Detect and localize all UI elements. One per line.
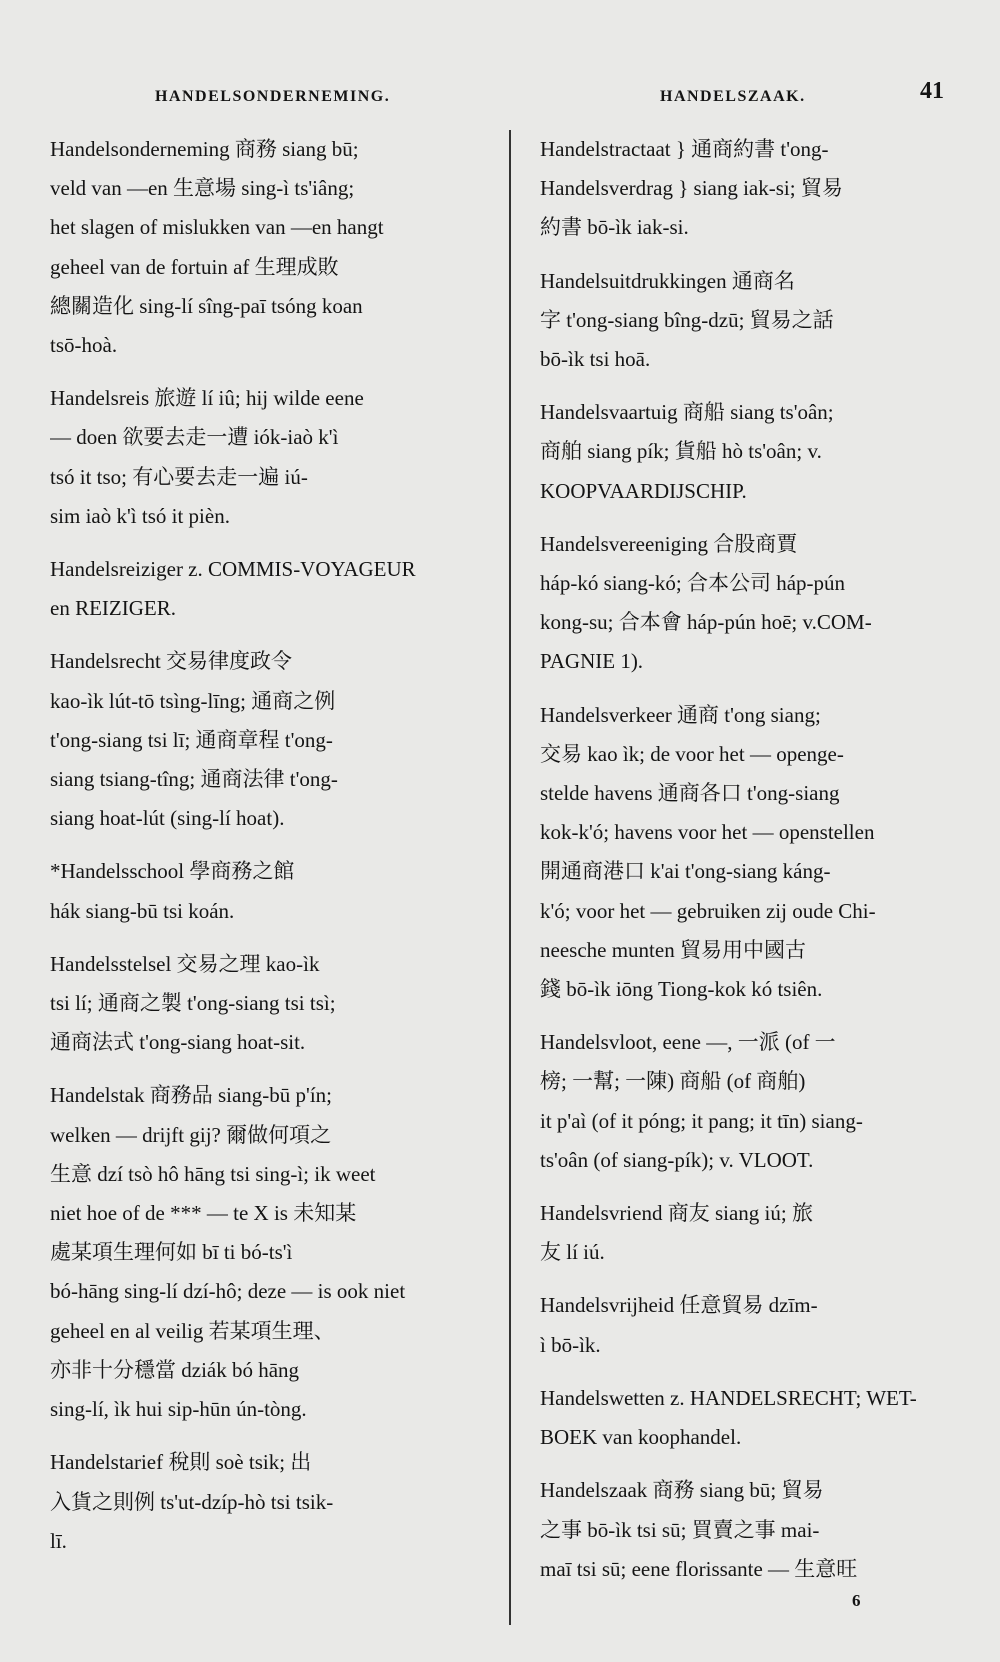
entry-line: Handelszaak 商務 siang bū; 貿易 bbox=[540, 1478, 824, 1503]
entry-line: 生意 dzí tsò hô hāng tsi sing-ì; ik weet bbox=[50, 1161, 376, 1186]
entry-line: welken — drijft gij? 爾做何項之 bbox=[50, 1122, 332, 1147]
entry-line: 之事 bō-ìk tsi sū; 買賣之事 mai- bbox=[540, 1517, 820, 1542]
entry-line: Handelstak 商務品 siang-bū p'ín; bbox=[50, 1083, 332, 1108]
entry-line: 友 lí iú. bbox=[540, 1240, 605, 1265]
entry-line: geheel en al veilig 若某項生理、 bbox=[50, 1318, 335, 1343]
entry-line: Handelsuitdrukkingen 通商名 bbox=[540, 268, 795, 293]
entry-line: háp-kó siang-kó; 合本公司 háp-pún bbox=[540, 571, 846, 596]
entry-line: k'ó; voor het — gebruiken zij oude Chi- bbox=[540, 898, 876, 923]
dictionary-entry bbox=[540, 1194, 950, 1272]
dictionary-entry bbox=[50, 1076, 490, 1429]
dictionary-entry bbox=[540, 1023, 950, 1180]
running-head-right: HANDELSZAAK. bbox=[660, 88, 806, 105]
dictionary-entry bbox=[540, 393, 950, 511]
entry-line: Handelsvriend 商友 siang iú; 旅 bbox=[540, 1201, 813, 1226]
dictionary-entry bbox=[50, 642, 490, 838]
left-column bbox=[50, 130, 490, 1575]
dictionary-entry bbox=[540, 130, 950, 248]
entry-line: it p'aì (of it póng; it pang; it tīn) siang- bbox=[540, 1108, 863, 1133]
entry-line: het slagen of mislukken van —en hangt bbox=[50, 215, 384, 240]
entry-line: Handelsreis 旅遊 lí iû; hij wilde eene bbox=[50, 386, 364, 411]
entry-line: 錢 bō-ìk iōng Tiong-kok kó tsiên. bbox=[540, 977, 823, 1002]
entry-line: Handelsstelsel 交易之理 kao-ìk bbox=[50, 951, 320, 976]
entry-line: 入貨之則例 ts'ut-dzíp-hò tsi tsik- bbox=[50, 1489, 334, 1514]
dictionary-entry bbox=[50, 550, 490, 628]
running-head-left: HANDELSONDERNEMING. bbox=[155, 88, 391, 105]
entry-line: 約書 bō-ìk iak-si. bbox=[540, 215, 689, 240]
entry-line: sim iaò k'ì tsó it pièn. bbox=[50, 503, 230, 528]
entry-line: — doen 欲要去走一遭 iók-iaò k'ì bbox=[50, 425, 339, 450]
entry-line: hák siang-bū tsi koán. bbox=[50, 898, 235, 923]
entry-line: siang hoat-lút (sing-lí hoat). bbox=[50, 806, 285, 831]
entry-line: Handelswetten z. HANDELSRECHT; WET- bbox=[540, 1385, 917, 1410]
entry-line: sing-lí, ìk hui sip-hūn ún-tòng. bbox=[50, 1397, 307, 1422]
entry-line: KOOPVAARDIJSCHIP. bbox=[540, 478, 747, 503]
entry-line: ts'oân (of siang-pík); v. VLOOT. bbox=[540, 1147, 814, 1172]
entry-line: 榜; 一幫; 一陳) 商船 (of 商舶) bbox=[540, 1069, 806, 1094]
entry-line: tsi lí; 通商之製 t'ong-siang tsi tsì; bbox=[50, 991, 336, 1016]
entry-line: BOEK van koophandel. bbox=[540, 1425, 742, 1450]
dictionary-entry bbox=[50, 130, 490, 365]
entry-line: maī tsi sū; eene florissante — 生意旺 bbox=[540, 1556, 858, 1581]
entry-line: bō-ìk tsi hoā. bbox=[540, 347, 651, 372]
entry-line: kong-su; 合本會 háp-pún hoē; v.COM- bbox=[540, 610, 872, 635]
entry-line: stelde havens 通商各口 t'ong-siang bbox=[540, 781, 840, 806]
entry-line: ì bō-ìk. bbox=[540, 1332, 601, 1357]
entry-line: kok-k'ó; havens voor het — openstellen bbox=[540, 820, 875, 845]
dictionary-entry bbox=[540, 525, 950, 682]
dictionary-entry bbox=[50, 1443, 490, 1561]
page-number: 41 bbox=[920, 78, 944, 104]
entry-line: Handelsvaartuig 商船 siang ts'oân; bbox=[540, 400, 834, 425]
dictionary-entry bbox=[50, 379, 490, 536]
entry-line: Handelstractaat } 通商約書 t'ong- bbox=[540, 137, 829, 161]
entry-line: kao-ìk lút-tō tsìng-līng; 通商之例 bbox=[50, 688, 336, 713]
entry-line: bó-hāng sing-lí dzí-hô; deze — is ook niet bbox=[50, 1279, 406, 1304]
dictionary-entry bbox=[540, 1286, 950, 1364]
entry-line: Handelsverdrag } siang iak-si; 貿易 bbox=[540, 176, 843, 201]
entry-line: neesche munten 貿易用中國古 bbox=[540, 937, 806, 962]
entry-line: 商舶 siang pík; 貨船 hò ts'oân; v. bbox=[540, 439, 822, 464]
entry-line: t'ong-siang tsi lī; 通商章程 t'ong- bbox=[50, 727, 333, 752]
entry-line: 通商法式 t'ong-siang hoat-sit. bbox=[50, 1030, 306, 1055]
entry-line: 字 t'ong-siang bîng-dzū; 貿易之話 bbox=[540, 307, 834, 332]
entry-line: 處某項生理何如 bī ti bó-ts'ì bbox=[50, 1240, 293, 1265]
dictionary-entry bbox=[50, 945, 490, 1063]
signature-mark: 6 bbox=[852, 1591, 861, 1610]
entry-line: 交易 kao ìk; de voor het — openge- bbox=[540, 741, 844, 766]
dictionary-entry bbox=[540, 1379, 950, 1457]
entry-line: 開通商港口 k'ai t'ong-siang káng- bbox=[540, 859, 831, 884]
entry-line: Handelstarief 稅則 soè tsik; 出 bbox=[50, 1450, 312, 1475]
entry-line: siang tsiang-tîng; 通商法律 t'ong- bbox=[50, 767, 338, 792]
entry-line: Handelsonderneming 商務 siang bū; bbox=[50, 137, 359, 161]
entry-line: tsō-hoà. bbox=[50, 333, 118, 358]
entry-line: niet hoe of de *** — te X is 未知某 bbox=[50, 1201, 357, 1226]
dictionary-entry bbox=[50, 852, 490, 930]
entry-line: *Handelsschool 學商務之館 bbox=[50, 859, 295, 884]
entry-line: tsó it tso; 有心要去走一遍 iú- bbox=[50, 464, 308, 489]
column-divider bbox=[509, 130, 511, 1625]
entry-line: Handelsvloot, eene —, 一派 (of 一 bbox=[540, 1030, 836, 1055]
entry-line: geheel van de fortuin af 生理成敗 bbox=[50, 254, 339, 279]
entry-line: PAGNIE 1). bbox=[540, 649, 644, 674]
dictionary-entry bbox=[540, 696, 950, 1010]
entry-line: Handelsvereeniging 合股商賈 bbox=[540, 531, 798, 556]
entry-line: Handelsreiziger z. COMMIS-VOYAGEUR bbox=[50, 557, 416, 582]
entry-line: Handelsrecht 交易律度政令 bbox=[50, 649, 293, 674]
entry-line: lī. bbox=[50, 1528, 67, 1553]
entry-line: veld van —en 生意場 sing-ì ts'iâng; bbox=[50, 176, 355, 201]
dictionary-entry bbox=[540, 262, 950, 380]
right-column bbox=[540, 130, 950, 1603]
entry-line: 總關造化 sing-lí sîng-paī tsóng koan bbox=[50, 293, 363, 318]
dictionary-entry bbox=[540, 1471, 950, 1589]
entry-line: Handelsverkeer 通商 t'ong siang; bbox=[540, 702, 821, 727]
entry-line: en REIZIGER. bbox=[50, 596, 176, 621]
entry-line: 亦非十分穩當 dziák bó hāng bbox=[50, 1357, 300, 1382]
entry-line: Handelsvrijheid 任意貿易 dzīm- bbox=[540, 1293, 818, 1318]
